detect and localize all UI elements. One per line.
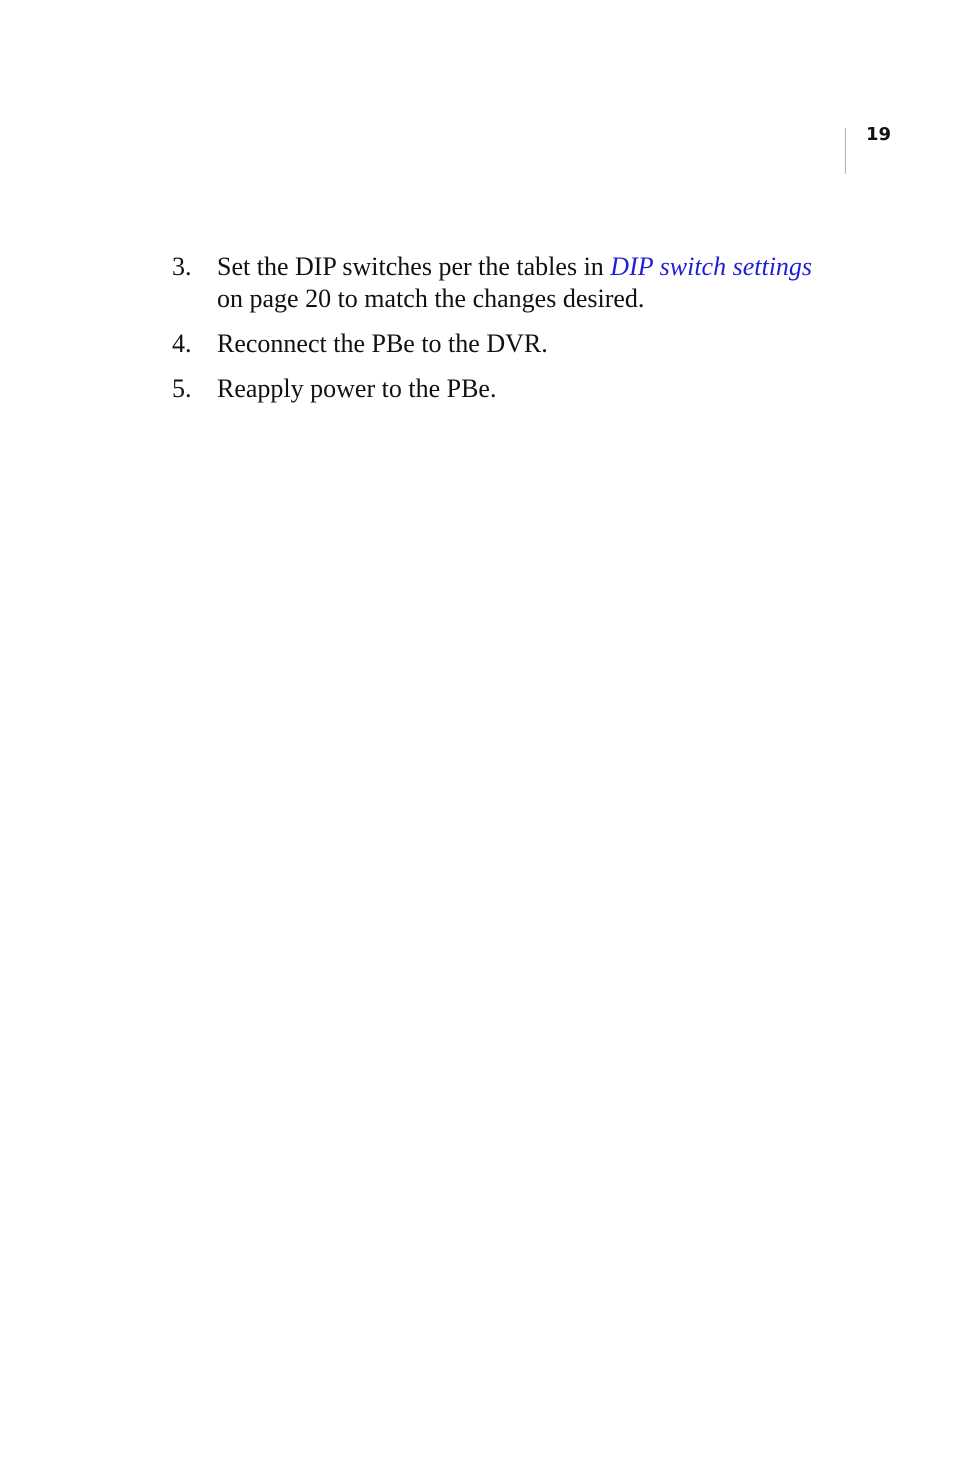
step-text: Reapply power to the PBe. [217, 374, 497, 403]
list-item [172, 328, 832, 360]
step-text-before-link: Set the DIP switches per the tables in [217, 252, 611, 281]
step-number: 4. [172, 329, 192, 358]
instruction-list [172, 251, 832, 418]
step-text: Reconnect the PBe to the DVR. [217, 329, 548, 358]
header-divider [845, 128, 846, 174]
step-text [217, 252, 812, 313]
step-number: 5. [172, 374, 192, 403]
page-number: 19 [866, 124, 892, 145]
step-number: 3. [172, 252, 192, 281]
dip-switch-settings-link[interactable]: DIP switch settings [610, 252, 813, 281]
step-text-after-link: on page 20 to match the changes desired. [217, 284, 645, 313]
list-item [172, 373, 832, 405]
list-item [172, 251, 832, 315]
